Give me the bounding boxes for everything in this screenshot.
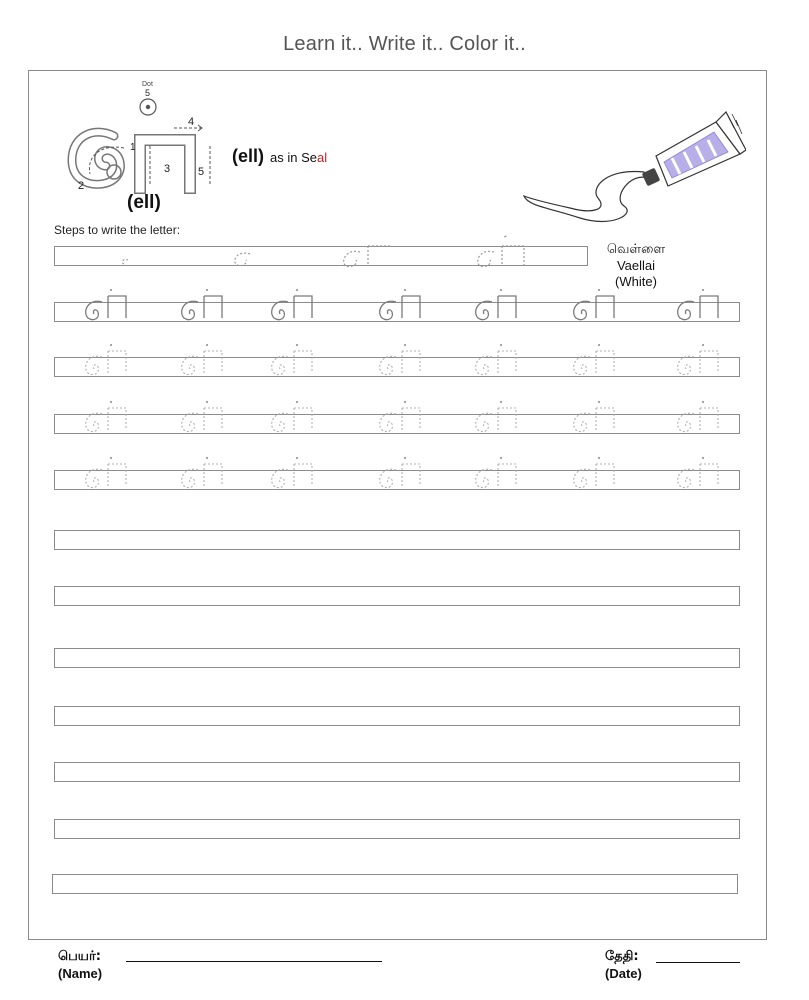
vocab-word xyxy=(598,242,674,290)
traced-letter xyxy=(176,456,226,492)
traced-letter xyxy=(672,456,722,492)
traced-letter xyxy=(266,400,316,436)
transliteration-label: (ell) xyxy=(127,192,161,213)
traced-letter xyxy=(176,343,226,379)
name-label-english: (Name) xyxy=(58,966,103,981)
traced-letter xyxy=(374,456,424,492)
vocab-word-meaning: (White) xyxy=(615,274,657,289)
date-field[interactable] xyxy=(656,962,740,963)
name-label-tamil: பெயர்: xyxy=(58,949,101,964)
blank-row[interactable] xyxy=(54,706,740,726)
practice-letter xyxy=(374,288,424,324)
traced-letter xyxy=(568,343,618,379)
traced-letter xyxy=(470,400,520,436)
date-label xyxy=(605,948,642,982)
stroke-number-5: 5 xyxy=(198,166,205,178)
traced-letter xyxy=(374,400,424,436)
steps-label: Steps to write the letter: xyxy=(54,223,181,237)
practice-letter xyxy=(80,288,130,324)
date-label-tamil: தேதி: xyxy=(605,949,639,964)
traced-letter xyxy=(176,400,226,436)
phonetic-label: (ell) xyxy=(232,146,265,166)
blank-row[interactable] xyxy=(52,874,738,894)
dot-label: Dot xyxy=(142,81,153,88)
practice-letter xyxy=(176,288,226,324)
name-field[interactable] xyxy=(126,961,382,962)
practice-letter xyxy=(266,288,316,324)
blank-row[interactable] xyxy=(54,762,740,782)
blank-row[interactable] xyxy=(54,586,740,606)
stroke-number-4: 4 xyxy=(188,116,195,128)
traced-letter xyxy=(266,343,316,379)
practice-letter xyxy=(568,288,618,324)
blank-row[interactable] xyxy=(54,648,740,668)
traced-letter xyxy=(266,456,316,492)
as-in-example: as in Seal xyxy=(270,150,328,165)
worksheet-title: Learn it.. Write it.. Color it.. xyxy=(283,33,526,55)
traced-letter xyxy=(470,343,520,379)
name-label xyxy=(58,948,102,982)
traced-letter xyxy=(374,343,424,379)
traced-letter xyxy=(568,400,618,436)
traced-letter xyxy=(672,400,722,436)
practice-letter xyxy=(470,288,520,324)
traced-letter xyxy=(470,456,520,492)
stroke-number-2: 2 xyxy=(78,180,85,192)
blank-row[interactable] xyxy=(54,530,740,550)
stroke-number-3: 3 xyxy=(164,163,171,175)
traced-letter xyxy=(80,456,130,492)
traced-letter xyxy=(672,343,722,379)
stroke-number-1: 1 xyxy=(130,142,136,153)
date-label-english: (Date) xyxy=(605,966,642,981)
vocab-word-tamil: வெள்ளை xyxy=(606,242,666,257)
step-glyphs xyxy=(54,230,588,270)
stroke-number-dot: 5 xyxy=(145,88,151,98)
traced-letter xyxy=(80,343,130,379)
paint-tube-illustration xyxy=(520,110,746,228)
vocab-word-roman: Vaellai xyxy=(616,258,656,273)
practice-letter xyxy=(672,288,722,324)
traced-letter xyxy=(568,456,618,492)
blank-row[interactable] xyxy=(54,819,740,839)
letter-stroke-diagram xyxy=(64,88,224,198)
traced-letter xyxy=(80,400,130,436)
